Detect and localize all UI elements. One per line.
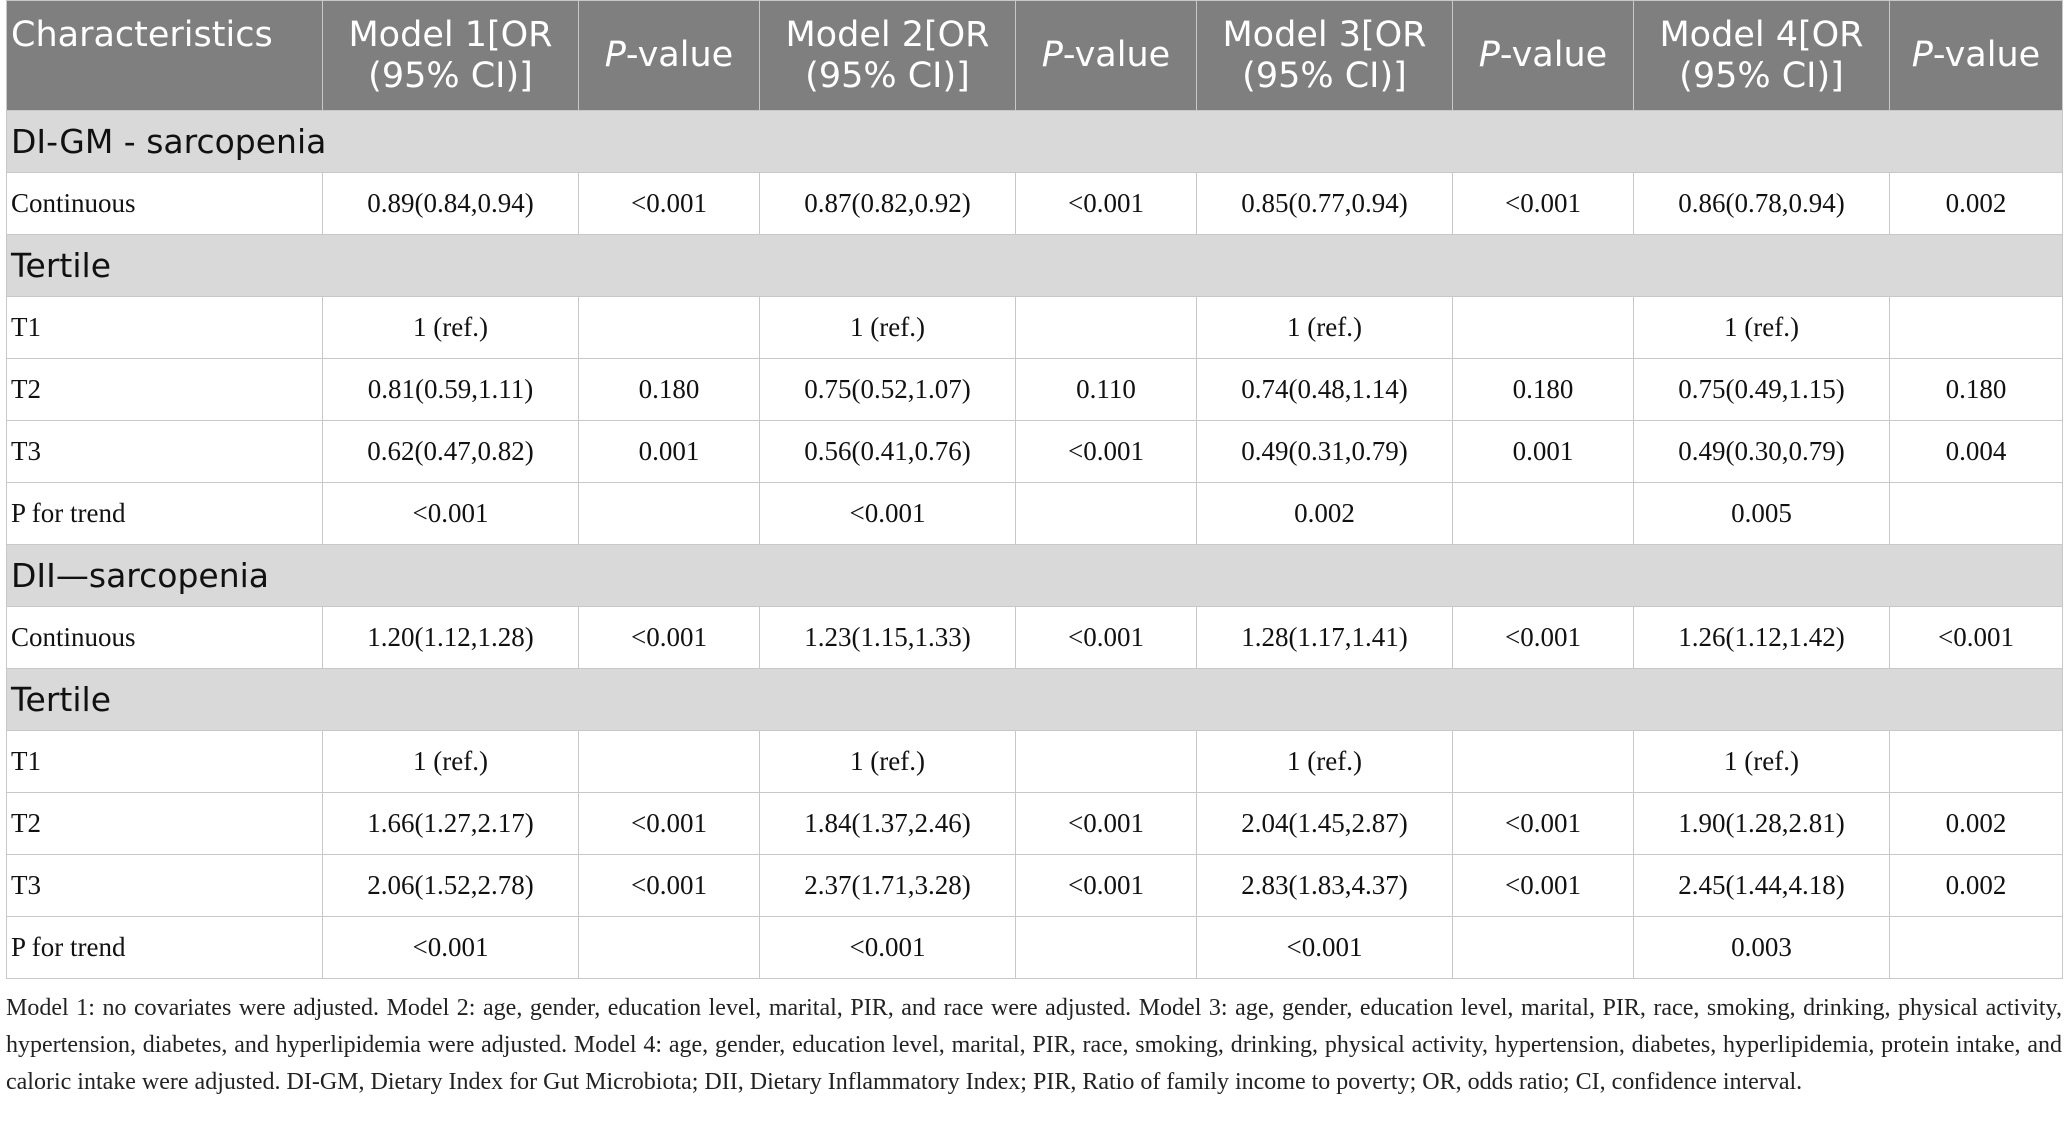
p-italic: P [1478, 35, 1500, 75]
odds-ratio-cell: 2.06(1.52,2.78) [323, 855, 579, 917]
p-value-cell [1016, 297, 1197, 359]
odds-ratio-cell: 2.04(1.45,2.87) [1197, 793, 1453, 855]
odds-ratio-cell: <0.001 [1197, 917, 1453, 979]
odds-ratio-cell: 1 (ref.) [1634, 297, 1890, 359]
row-label: P for trend [7, 917, 323, 979]
p-value-cell [1453, 483, 1634, 545]
p-value-cell [1453, 297, 1634, 359]
odds-ratio-cell: <0.001 [323, 483, 579, 545]
header-p-value-4 [1890, 1, 2063, 111]
table-row [7, 359, 2063, 421]
p-value-cell [1890, 297, 2063, 359]
odds-ratio-cell: 1.90(1.28,2.81) [1634, 793, 1890, 855]
odds-ratio-cell: 1.23(1.15,1.33) [760, 607, 1016, 669]
results-table [6, 0, 2063, 979]
p-value-cell: 0.180 [579, 359, 760, 421]
row-label: Continuous [7, 173, 323, 235]
odds-ratio-cell: 1.20(1.12,1.28) [323, 607, 579, 669]
section-title: Tertile [7, 235, 2063, 297]
row-label: T1 [7, 297, 323, 359]
p-value-cell: 0.180 [1890, 359, 2063, 421]
odds-ratio-cell: 1 (ref.) [323, 731, 579, 793]
row-label: T2 [7, 359, 323, 421]
odds-ratio-cell: <0.001 [323, 917, 579, 979]
odds-ratio-cell: 0.81(0.59,1.11) [323, 359, 579, 421]
row-label: T2 [7, 793, 323, 855]
odds-ratio-cell: 0.56(0.41,0.76) [760, 421, 1016, 483]
p-value-cell [1453, 731, 1634, 793]
table-row [7, 173, 2063, 235]
odds-ratio-cell: 0.85(0.77,0.94) [1197, 173, 1453, 235]
results-table-container [6, 0, 2062, 979]
header-p-value-2 [1016, 1, 1197, 111]
section-title: DI-GM - sarcopenia [7, 111, 2063, 173]
header-row [7, 1, 2063, 111]
section-title: Tertile [7, 669, 2063, 731]
table-row [7, 607, 2063, 669]
odds-ratio-cell: 1 (ref.) [1197, 297, 1453, 359]
p-rest: -value [625, 35, 734, 75]
header-model-2: Model 2[OR (95% CI)] [760, 1, 1016, 111]
section-title: DII—sarcopenia [7, 545, 2063, 607]
odds-ratio-cell: 0.49(0.30,0.79) [1634, 421, 1890, 483]
p-value-cell: 0.001 [579, 421, 760, 483]
p-value-cell: 0.002 [1890, 173, 2063, 235]
p-value-cell [1016, 731, 1197, 793]
odds-ratio-cell: 1.66(1.27,2.17) [323, 793, 579, 855]
section-row [7, 235, 2063, 297]
odds-ratio-cell: 0.002 [1197, 483, 1453, 545]
odds-ratio-cell: 0.49(0.31,0.79) [1197, 421, 1453, 483]
p-value-cell: <0.001 [1453, 173, 1634, 235]
p-value-cell: 0.002 [1890, 855, 2063, 917]
odds-ratio-cell: 2.83(1.83,4.37) [1197, 855, 1453, 917]
odds-ratio-cell: 0.75(0.52,1.07) [760, 359, 1016, 421]
p-value-cell: <0.001 [579, 607, 760, 669]
p-value-cell: <0.001 [1453, 793, 1634, 855]
p-value-cell: <0.001 [1016, 855, 1197, 917]
row-label: P for trend [7, 483, 323, 545]
p-value-cell: <0.001 [1890, 607, 2063, 669]
odds-ratio-cell: 1 (ref.) [1634, 731, 1890, 793]
p-value-cell [1890, 483, 2063, 545]
row-label: T3 [7, 421, 323, 483]
odds-ratio-cell: 0.74(0.48,1.14) [1197, 359, 1453, 421]
odds-ratio-cell: 1 (ref.) [760, 297, 1016, 359]
table-row [7, 855, 2063, 917]
header-characteristics: Characteristics [7, 1, 323, 111]
header-model-4: Model 4[OR (95% CI)] [1634, 1, 1890, 111]
odds-ratio-cell: 2.37(1.71,3.28) [760, 855, 1016, 917]
p-value-cell: 0.004 [1890, 421, 2063, 483]
p-value-cell: <0.001 [579, 173, 760, 235]
p-italic: P [1911, 35, 1933, 75]
p-value-cell [1016, 483, 1197, 545]
odds-ratio-cell: 1.26(1.12,1.42) [1634, 607, 1890, 669]
p-value-cell [1453, 917, 1634, 979]
section-row [7, 111, 2063, 173]
p-value-cell: 0.001 [1453, 421, 1634, 483]
p-value-cell: 0.180 [1453, 359, 1634, 421]
header-model-1: Model 1[OR (95% CI)] [323, 1, 579, 111]
p-value-cell: <0.001 [579, 793, 760, 855]
p-italic: P [1041, 35, 1063, 75]
table-row [7, 483, 2063, 545]
p-value-cell: <0.001 [1016, 793, 1197, 855]
p-value-cell: <0.001 [1016, 421, 1197, 483]
odds-ratio-cell: 2.45(1.44,4.18) [1634, 855, 1890, 917]
odds-ratio-cell: 0.86(0.78,0.94) [1634, 173, 1890, 235]
odds-ratio-cell: 1 (ref.) [760, 731, 1016, 793]
p-rest: -value [1499, 35, 1608, 75]
p-rest: -value [1932, 35, 2041, 75]
header-p-value-3 [1453, 1, 1634, 111]
p-value-cell: <0.001 [579, 855, 760, 917]
odds-ratio-cell: 1 (ref.) [323, 297, 579, 359]
odds-ratio-cell: 0.87(0.82,0.92) [760, 173, 1016, 235]
odds-ratio-cell: 1.84(1.37,2.46) [760, 793, 1016, 855]
odds-ratio-cell: 0.75(0.49,1.15) [1634, 359, 1890, 421]
odds-ratio-cell: 0.003 [1634, 917, 1890, 979]
table-row [7, 917, 2063, 979]
table-footnote: Model 1: no covariates were adjusted. Model 2: age, gender, education level, marital, PIR, and race were adjusted. Model 3: age, gender, education level, marital, PIR, race, smoking, drinking, physical activity, hypertension, diabetes, and hyperlipidemia were adjusted. Model 4: age, gender, education level, marital, PIR, race, smoking, drinking, physical activity, hypertension, diabetes, hyperlipidemia, protein intake, and caloric intake were adjusted. DI-GM, Dietary Index for Gut Microbiota; DII, Dietary Inflammatory Index; PIR, Ratio of family income to poverty; OR, odds ratio; CI, confidence interval. [6, 995, 2062, 1095]
odds-ratio-cell: 1.28(1.17,1.41) [1197, 607, 1453, 669]
table-row [7, 793, 2063, 855]
p-rest: -value [1062, 35, 1171, 75]
row-label: Continuous [7, 607, 323, 669]
p-value-cell [1016, 917, 1197, 979]
p-value-cell [579, 297, 760, 359]
section-row [7, 669, 2063, 731]
header-p-value-1 [579, 1, 760, 111]
p-value-cell [579, 483, 760, 545]
row-label: T3 [7, 855, 323, 917]
section-row [7, 545, 2063, 607]
odds-ratio-cell: 1 (ref.) [1197, 731, 1453, 793]
table-body [7, 111, 2063, 979]
odds-ratio-cell: 0.005 [1634, 483, 1890, 545]
p-value-cell [1890, 917, 2063, 979]
header-model-3: Model 3[OR (95% CI)] [1197, 1, 1453, 111]
p-value-cell: 0.002 [1890, 793, 2063, 855]
p-value-cell: <0.001 [1453, 855, 1634, 917]
table-row [7, 421, 2063, 483]
table-row [7, 297, 2063, 359]
p-value-cell: 0.110 [1016, 359, 1197, 421]
odds-ratio-cell: <0.001 [760, 483, 1016, 545]
p-value-cell: <0.001 [1016, 173, 1197, 235]
table-row [7, 731, 2063, 793]
row-label: T1 [7, 731, 323, 793]
p-value-cell: <0.001 [1453, 607, 1634, 669]
odds-ratio-cell: <0.001 [760, 917, 1016, 979]
p-value-cell: <0.001 [1016, 607, 1197, 669]
p-value-cell [579, 731, 760, 793]
odds-ratio-cell: 0.89(0.84,0.94) [323, 173, 579, 235]
p-value-cell [1890, 731, 2063, 793]
odds-ratio-cell: 0.62(0.47,0.82) [323, 421, 579, 483]
p-italic: P [604, 35, 626, 75]
p-value-cell [579, 917, 760, 979]
